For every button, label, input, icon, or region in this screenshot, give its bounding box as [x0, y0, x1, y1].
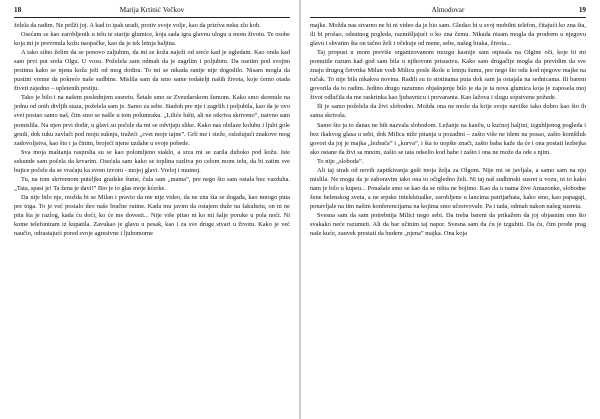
paragraph: Tu, na tom skrivenom puteljku gradske šume, čula sam „mama”, pre nego što sam ostala bez vazduha. „Tata, spasi je! Ta žena je davi!” Bio je to glas moje kćerke.	[14, 175, 290, 192]
left-page-body	[14, 21, 290, 238]
paragraph: Taj propust u mom previše organizovanom mozgu kasnije sam otpisala na Olgine oči, koje bi mi pomutile razum kad god sam bila u njihovom prisustvu. Kako sam drugačije mogla da previdim da sve znaju drugog četvrtka Milan vodi Milicu posle škole u letnju šumu, pre nego što odu kod njegove majke na ručak. To nije bila nikakva novina. Radili su to stotinama puta dok sam ja ostajala na sednicama. Ili barem govorila da to radim. Jedino drugo razumno objašnjenje bilo je da je ta nova glumica koja je zaposela moj život odlučila da me raskrinka kao ljubavnicu i prevaranta. Kao lažova i slugu sopstvene požude.	[310, 49, 586, 102]
paragraph: majke. Možda nas stvarno ne bi ni video da je bio sam. Gledao bi u svoj mobilni telefon, čitajući ko zna šta, ili bi prošao, odsutnog pogleda, razmišljajući o ko zna čemu. Nikada nisam mogla da prodrem u njegovu glavu i shvatim šta on tačno želi i očekuje od mene, sebe, našeg braka, života...	[310, 22, 586, 48]
right-page-number: 19	[578, 6, 586, 14]
paragraph: Tako je bilo i na našem poslednjem susretu. Šetale smo se Zvezdarskom šumom. Kako smo skrenule na jednu od onih divljih staza, poželela sam je. Samo za sebe. Stadoh pre nje i zagrlih i poljubila, kao da je ovo svet postao samo naš, čim smo se našle u tom polumraku. „Liliće lušti, ali ne otkriva skriveno”, naivno sam pomislila. Na njen prvi dodir, u glavi su počele da mi se odvijaju slike. Kako nas obilaze kolubu i ljubi gole grudi, dok tuku zavlači pod moju suknju, tražeći „cvet moje tajne”. Grli me i steže, oslušujući znakove mog zadovoljstva, kao što i ja činim, brojeći njene uzdahe u svoje pobede.	[14, 94, 290, 147]
right-page-body	[310, 21, 586, 238]
paragraph: želela da radim. Ne prilži joj. A kad to ipak uradi, protiv svoje volje, kao da prizíva neku zlu kob.	[14, 22, 261, 29]
right-running-head: Almodovar	[431, 6, 465, 14]
paragraph: Osećam se kao zarobljenik u telu te starije glumice, koja sada igra glavnu ulogu u mom životu. Te osobe koja mi je prevrnula kožu naopačke, kao da je tek letnja haljina.	[14, 31, 290, 48]
right-page	[300, 0, 600, 419]
paragraph: Sva moja maštanja rasprslia su se kao polomljeno staklo, a srca mi se zarila duboko pod kožu. Iste sekunde sam počela da krvarim. Osećala sam kako se toplina razliva po celom mom telu, da bi zatim sve bujice počele da se vraćaju ka svom izvoru - mojoj glavi. Vreloj i mutnoj.	[14, 148, 290, 174]
paragraph: Da nije bilo nje, možda bi se Milan i pravio da me nije video, da ne zna šta se događa, kao mnogo puta pre toga. To je već postalo deo naše bračne rutine. Kada mu javim da ostajem duže na fakultetu, on ni ne pita šta je razlog, kada ću doći, ko će me dovesti... Nije više pitao ni ko mi šalje poruke u pola noći. Ni kome telefoniram iz kupatila. Zavukao je glavu u pesak, kao i za sve druge stvari u životu. Kako je već naučio, odrastajući pored svoje agresivne i ljubomorne	[14, 193, 290, 238]
paragraph: Svesna sam da sam potrebnija Milici nego sebi. Da treba barem da prikažem da joj objasnim ono što svakako neće razumeti. Ali da bar učinim taj napor. Svesna sam da ću je izgubiti. Da ću, čim prođe prag naše kuće, zauvek prestati da budem „njena” majka. Ona koja	[310, 211, 586, 238]
left-running-head: Marija Krtinić Večkov	[119, 6, 185, 14]
left-page-number: 18	[14, 6, 22, 14]
left-page-header	[14, 6, 290, 18]
paragraph: Samo što ja to danas ne bih nazvala slobodom. Ležanje na kauču, u kućnoj haljini, izgubljenog pogleda i bez ikakvog glasa u sebi, dok Milica niže pitanja u pozadini – zašto više ne idem na posao, zašto komšiluk govori da joj je majka „lezbača” i „kurva”, i šta to uopšte znači, zašto baba kaže da će i ona postati lezbejka ako ostane da živi sa mnom, zašto se tata odselio kod babe i zašto i ona ne može da ode s njim.	[310, 121, 586, 156]
paragraph: To nije „sloboda”.	[317, 157, 364, 165]
paragraph: A tako silno želim da se ponovo zaljubim, da mi se koža naježi od sreće kad je ugledam. Kao onda kad sam prvi put sreła Olgu. U vozu. Poželela sam odmah da je zagrlim i poljubim. Da osetim pod svojim prstima kako se njena koža ježi od mog dodira. To mi se nikada ranije nije dogodilo. Nisam mogla da pustim vreme da pokreće naše sudbine. Mislila sam da smo same redatelji naših života, koje ćemo otada živeti zajedno – upletenih prstiju.	[14, 49, 290, 93]
paragraph: Ali taj strah od novih zapitkivanja guši moja želja za Olgom. Nije mi se javljala, a samo sam na nju mislila. Ne mogu da je zaboravim iako ona to očigledno želi. Ni taj naš sudbinski susret u vozu, ni to kako nam je bilo u kupeu... Ponašale smo se kao da se ništa ne bojimo. Kao da u nama žive Amazonke, slobodne žene helenskog sveta, a ne srpske intelektualke, zarobljene u lancima patrijarhata, kako smo, kao papagaji, ponavljale na tim našim konferencijama na kojima smo učestvovale. Pa i tada, odmah nakon našeg susreta.	[310, 166, 586, 210]
paragraph: Ili je samo poželela da živi slobodno. Možda ona ne može da krije svoje naviike tako dobro kao što ih sama skrivala.	[310, 103, 586, 120]
right-page-header	[310, 6, 586, 18]
